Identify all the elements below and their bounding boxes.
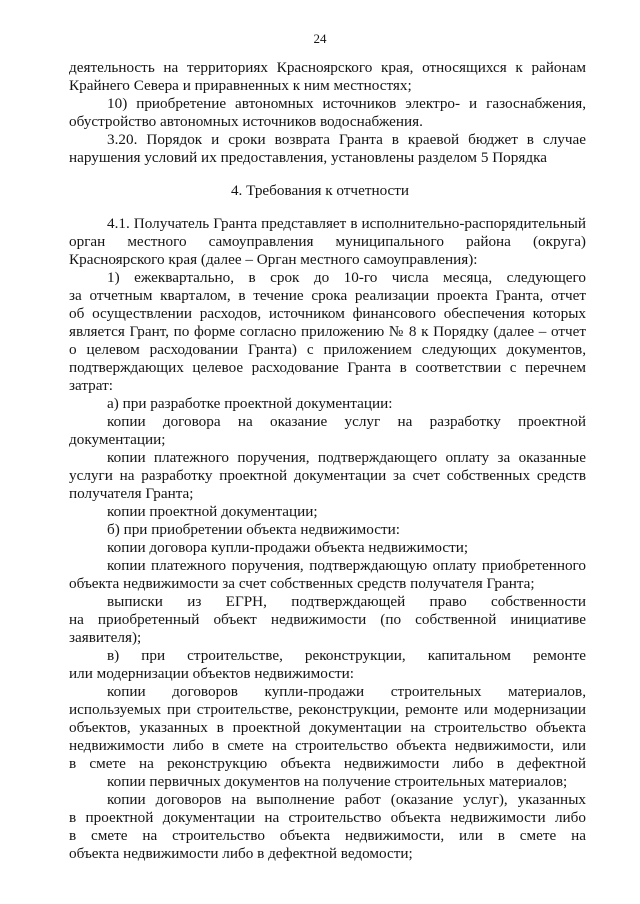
text-line: является Грант, по форме согласно приложению № 8 к Порядку (далее – отчет: [69, 323, 586, 340]
text-line: объекта недвижимости либо в дефектной ведомости;: [69, 845, 413, 862]
text-line: за отчетным кварталом, в течение срока реализации проекта Гранта, отчет: [69, 287, 586, 304]
text-line: об осуществлении расходов, источником финансового обеспечения которых: [69, 305, 586, 322]
text-line: 3.20. Порядок и сроки возврата Гранта в краевой бюджет в случае: [107, 131, 586, 148]
text-line: затрат:: [69, 377, 113, 394]
text-line: копии первичных документов на получение строительных материалов;: [107, 773, 568, 790]
text-line: копии платежного поручения, подтверждающую оплату приобретенного: [107, 557, 586, 574]
text-line: Красноярского края (далее – Орган местного самоуправления):: [69, 251, 478, 268]
text-line: выписки из ЕГРН, подтверждающей право собственности: [107, 593, 586, 610]
text-line: заявителя);: [69, 629, 142, 646]
text-line: копии договоров на выполнение работ (оказание услуг), указанных: [107, 791, 586, 808]
text-line: копии договора купли-продажи объекта недвижимости;: [107, 539, 469, 556]
text-line: 4.1. Получатель Гранта представляет в исполнительно-распорядительный: [107, 215, 586, 232]
text-line: обустройство автономных источников водоснабжения.: [69, 113, 423, 130]
text-line: услуги на разработку проектной документации за счет собственных средств: [69, 467, 586, 484]
text-line: о целевом расходовании Гранта) с приложением следующих документов,: [69, 341, 586, 358]
text-line: 1) ежеквартально, в срок до 10-го числа месяца, следующего: [107, 269, 586, 286]
text-line: объекта недвижимости за счет собственных средств получателя Гранта;: [69, 575, 535, 592]
text-line: объектов, указанных в проектной документации на строительство объекта: [69, 719, 586, 736]
text-line: копии проектной документации;: [107, 503, 318, 520]
text-line: недвижимости либо в смете на строительство объекта недвижимости, или: [69, 737, 586, 754]
text-line: 10) приобретение автономных источников электро- и газоснабжения,: [107, 95, 586, 112]
text-line: Крайнего Севера и приравненных к ним местностях;: [69, 77, 412, 94]
section-heading: 4. Требования к отчетности: [230, 182, 410, 199]
text-line: нарушения условий их предоставления, установлены разделом 5 Порядка: [69, 149, 547, 166]
text-line: деятельность на территориях Красноярского края, относящихся к районам: [69, 59, 586, 76]
text-line: копии договора на оказание услуг на разработку проектной: [107, 413, 586, 430]
text-line: копии договоров купли-продажи строительных материалов,: [107, 683, 586, 700]
text-line: в) при строительстве, реконструкции, капитальном ремонте: [107, 647, 586, 664]
text-line: документации;: [69, 431, 166, 448]
text-line: подтверждающих целевое расходование Гранта в соответствии с перечнем: [69, 359, 586, 376]
text-line: используемых при строительстве, реконструкции, ремонте или модернизации: [69, 701, 586, 718]
text-line: в смете на строительство объекта недвижимости, или в смете на: [69, 827, 586, 844]
text-line: в проектной документации на строительство объекта недвижимости либо: [69, 809, 586, 826]
text-line: на приобретенный объект недвижимости (по собственной инициативе: [69, 611, 586, 628]
text-line: а) при разработке проектной документации:: [107, 395, 393, 412]
text-line: б) при приобретении объекта недвижимости:: [107, 521, 400, 538]
text-line: получателя Гранта;: [69, 485, 194, 502]
text-line: копии платежного поручения, подтверждающего оплату за оказанные: [107, 449, 586, 466]
page-number: 24: [313, 31, 327, 46]
text-line: или модернизации объектов недвижимости:: [69, 665, 354, 682]
text-line: орган местного самоуправления муниципального района (округа): [69, 233, 586, 250]
text-line: в смете на реконструкцию объекта недвижимости либо в дефектной: [69, 755, 586, 772]
